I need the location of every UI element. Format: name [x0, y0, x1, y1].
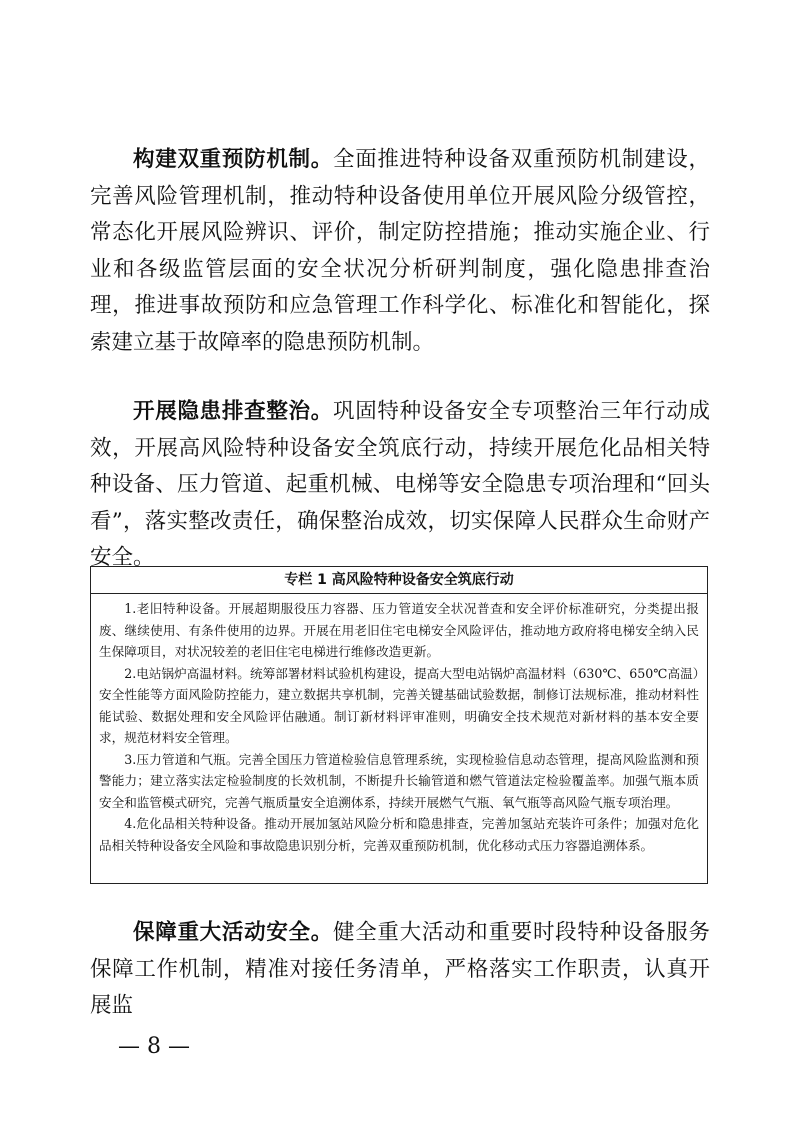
paragraph-text: 巩固特种设备安全专项整治三年行动成效，开展高风险特种设备安全筑底行动，持续开展危化品相关特种设备、压力管道、起重机械、电梯等安全隐患专项治理和“回头看”，落实整改责任，确保整治成效，切实保障人民群众生命财产安全。 — [90, 399, 710, 570]
column-box-item: 4.危化品相关特种设备。推动开展加氢站风险分析和隐患排查，完善加氢站充装许可条件；加强对危化品相关特种设备安全风险和事故隐患识别分析，完善双重预防机制，优化移动式压力容器追溯体系。 — [99, 816, 699, 853]
paragraph-text: 健全重大活动和重要时段特种设备服务保障工作机制，精准对接任务清单，严格落实工作职责，认真开展监 — [90, 920, 710, 1018]
paragraph-lead: 构建双重预防机制。 — [133, 147, 333, 172]
column-box-title: 专栏 1 高风险特种设备安全筑底行动 — [91, 567, 707, 594]
page-number: — 8 — — [118, 1034, 190, 1059]
column-box-item: 3.压力管道和气瓶。完善全国压力管道检验信息管理系统，实现检验信息动态管理，提高风险监测和预警能力；建立落实法定检验制度的长效机制，不断提升长输管道和燃气管道法定检验覆盖率。加强气瓶本质安全和监管模式研究，完善气瓶质量安全追溯体系，持续开展燃气气瓶、氧气瓶等高风险气瓶专项治理。 — [99, 751, 699, 810]
column-box-item: 1.老旧特种设备。开展超期服役压力容器、压力管道安全状况普查和安全评价标准研究，分类提出报废、继续使用、有条件使用的边界。开展在用老旧住宅电梯安全风险评估，推动地方政府将电梯安全纳入民生保障项目，对状况较差的老旧住宅电梯进行维修改造更新。 — [99, 601, 699, 659]
paragraph-double-prevention — [90, 142, 710, 361]
column-box — [90, 566, 708, 884]
paragraph-lead: 开展隐患排查整治。 — [133, 399, 333, 424]
paragraph-major-events — [90, 915, 710, 1025]
column-box-item: 2.电站锅炉高温材料。统筹部署材料试验机构建设，提高大型电站锅炉高温材料（630℃、650℃高温）安全性能等方面风险防控能力，建立数据共享机制，完善关键基础试验数据，制修订法规标准，推动材料性能试验、数据处理和安全风险评估融通。制订新材料评审准则，明确安全技术规范对新材料的基本安全要求，规范材料安全管理。 — [99, 665, 699, 745]
paragraph-hazard-inspection — [90, 394, 710, 577]
column-box-body — [91, 594, 707, 856]
paragraph-text: 全面推进特种设备双重预防机制建设，完善风险管理机制，推动特种设备使用单位开展风险分级管控，常态化开展风险辨识、评价，制定防控措施；推动实施企业、行业和各级监管层面的安全状况分析研判制度，强化隐患排查治理，推进事故预防和应急管理工作科学化、标准化和智能化，探索建立基于故障率的隐患预防机制。 — [90, 147, 710, 355]
paragraph-lead: 保障重大活动安全。 — [133, 920, 333, 945]
